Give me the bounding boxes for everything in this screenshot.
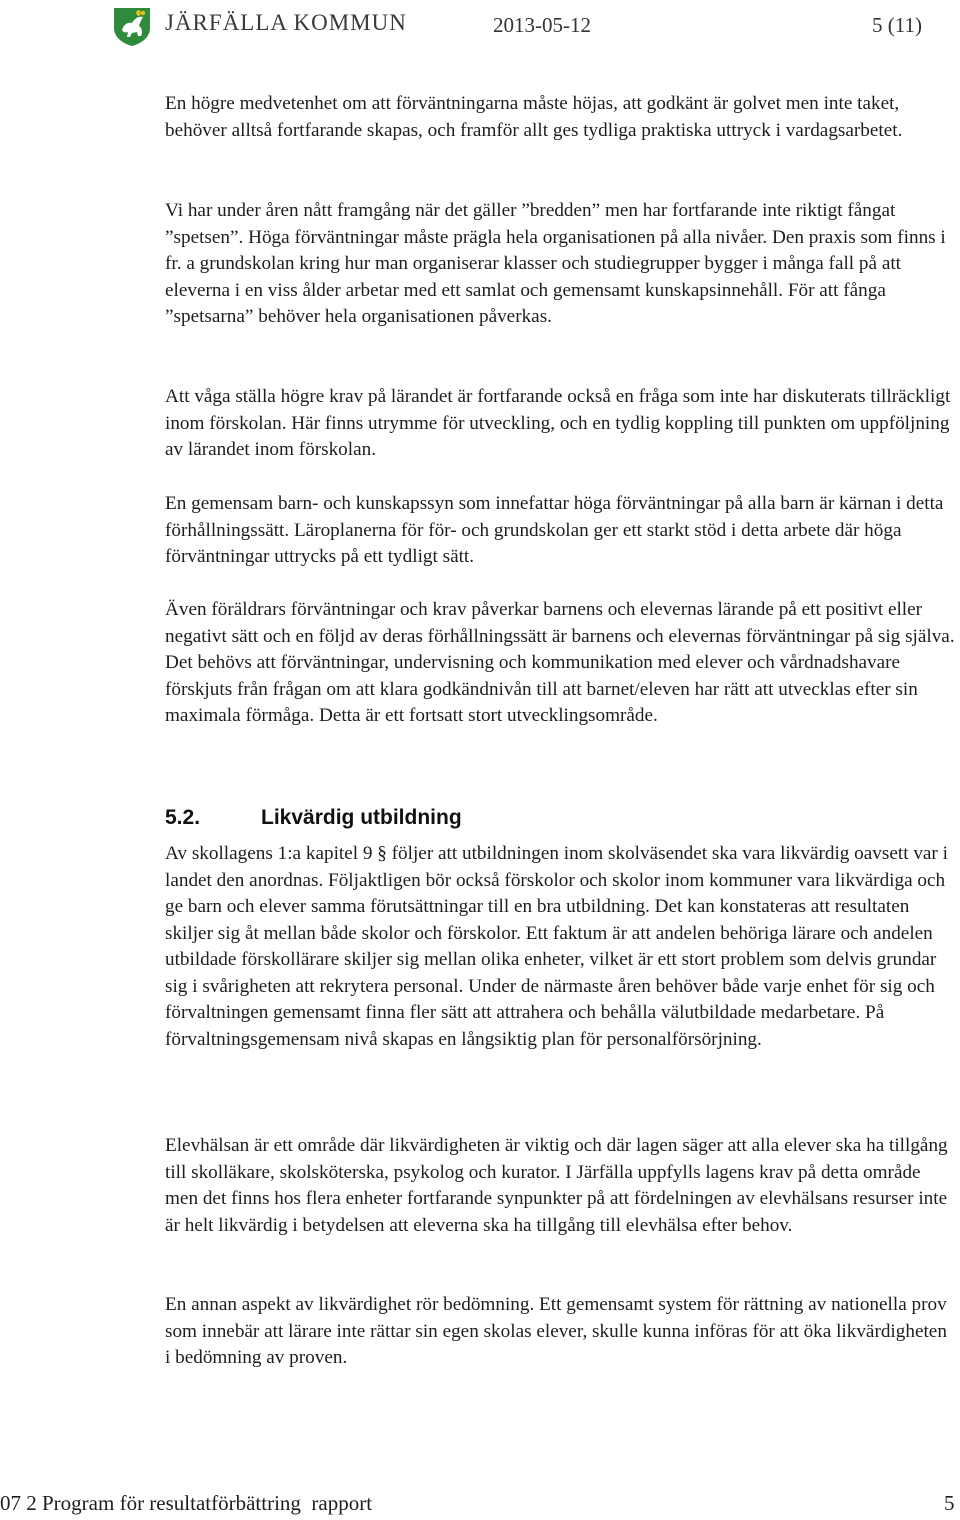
page-header (0, 0, 960, 56)
paragraph-school-law: Av skollagens 1:a kapitel 9 § följer att utbildningen inom skolväsendet ska vara likvärdig oavsett var i landet den anordnas. Följaktligen bör också förskolor och skolor inom kommuner vara likvärdiga och ge barn och elever samma förutsättningar till en bra utbildning. Det kan konstateras att resultaten skiljer sig åt mellan både skolor och förskolor. Ett faktum är att andelen behöriga lärare och andelen utbildade förskollärare skiljer sig mellan olika enheter, vilket är ett stort problem som delvis grundar sig i svårigheten att rekrytera personal. Under de närmaste åren behöver både varje enhet för sig och förvaltningen gemensamt finna fler sätt att attrahera och behålla välutbildade medarbetare. På förvaltningsgemensam nivå skapas en långsiktig plan för personalförsörjning. (165, 843, 948, 1050)
paragraph-expectations: En högre medvetenhet om att förväntningarna måste höjas, att godkänt är golvet men inte taket, behöver alltså fortfarande skapas, och framför allt ges tydliga praktiska uttryck i vardagsarbetet. (165, 93, 903, 141)
footer-document-title: 07 2 Program för resultatförbättring rapport (0, 1491, 373, 1515)
paragraph-common-view: En gemensam barn- och kunskapssyn som innefattar höga förväntningar på alla barn är kärnan i detta förhållningssätt. Läroplanerna för för- och grundskolan ger ett starkt stöd i detta arbete där höga förväntningar uttrycks på ett tydligt sätt. (165, 493, 944, 567)
section-heading (165, 806, 462, 830)
paragraph-parent-expectations: Även föräldrars förväntningar och krav påverkar barnens och elevernas lärande på ett positivt eller negativt sätt och en följd av deras förhållningssätt är barnens och elevernas förväntningar på sig själva. Det behövs att förväntningar, undervisning och kommunikation med elever och vårdnadshavare förskjuts från frågan om att klara godkändnivån till att barnet/eleven har rätt att utvecklas efter sin maximala förmåga. Detta är ett fortsatt stort utvecklingsområde. (165, 599, 955, 726)
document-date: 2013-05-12 (493, 13, 591, 37)
section-number: 5.2. (165, 806, 201, 829)
page-counter: 5 (11) (872, 13, 922, 37)
paragraph-assessment: En annan aspekt av likvärdighet rör bedömning. Ett gemensamt system för rättning av nationella prov som innebär att lärare inte rättar sin egen skolas elever, skulle kunna införas för att öka likvärdigheten i bedömning av proven. (165, 1294, 947, 1368)
brand-name: JÄRFÄLLA KOMMUN (165, 10, 407, 35)
paragraph-preschool-demands: Att våga ställa högre krav på lärandet är fortfarande också en fråga som inte har diskuterats tillräckligt inom förskolan. Här finns utrymme för utveckling, och en tydlig koppling till punkten om uppföljning av lärandet inom förskolan. (165, 386, 951, 460)
jarfalla-coat-of-arms-icon (112, 6, 152, 46)
paragraph-student-health: Elevhälsan är ett område där likvärdigheten är viktig och där lagen säger att alla elever ska ha tillgång till skolläkare, skolsköterska, psykolog och kurator. I Järfälla uppfylls lagens krav på detta område men det finns hos flera enheter fortfarande synpunkter på att fördelningen av elevhälsans resurser inte är helt likvärdig i betydelsen att eleverna ska ha tillgång till elevhälsa efter behov. (165, 1135, 948, 1236)
footer-page-number: 5 (944, 1491, 955, 1515)
paragraph-breadth-and-top: Vi har under åren nått framgång när det gäller ”bredden” men har fortfarande inte riktigt fångat ”spetsen”. Höga förväntningar måste prägla hela organisationen på alla nivåer. Den praxis som finns i fr. a grundskolan kring hur man organiserar klasser och studiegrupper bygger i många fall på att eleverna i en viss ålder arbetar med ett samlat och gemensamt kunskapsinnehåll. För att fånga ”spetsarna” behöver hela organisationen påverkas. (165, 200, 946, 327)
section-title: Likvärdig utbildning (261, 806, 462, 829)
